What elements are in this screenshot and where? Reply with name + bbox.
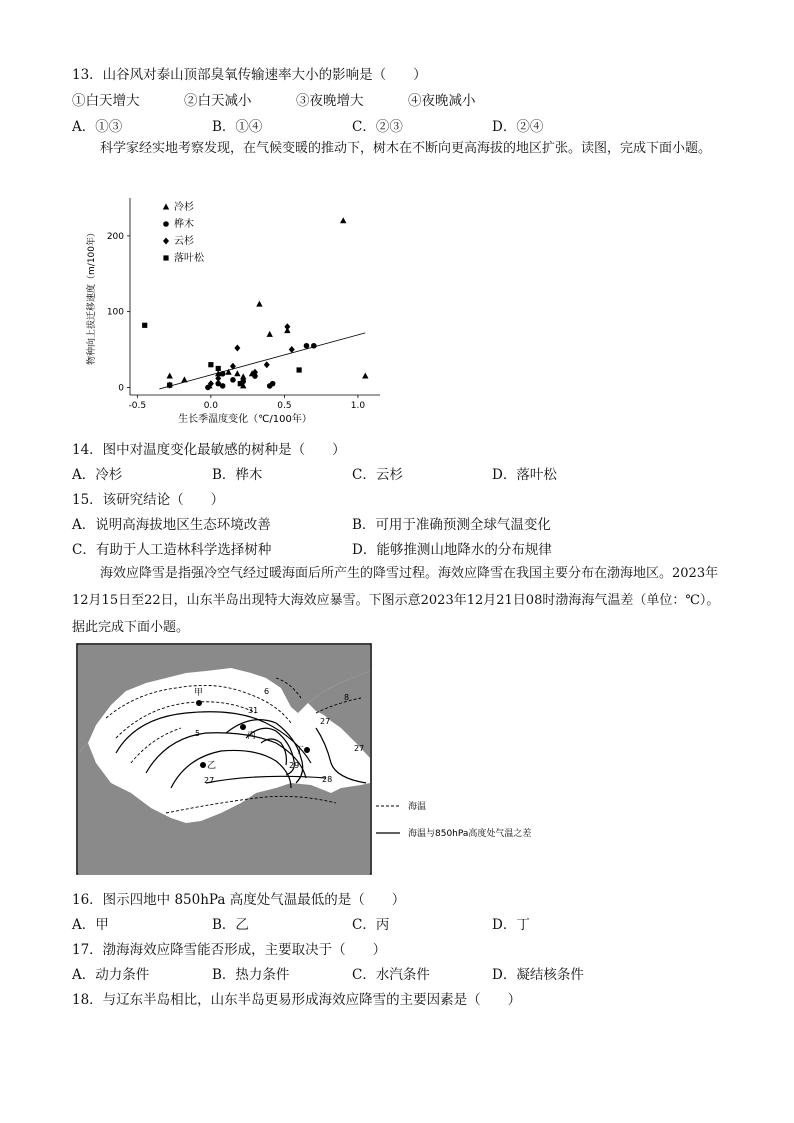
contour-label: 27 xyxy=(354,744,365,753)
q17-option-d: D．凝结核条件 xyxy=(492,967,584,983)
y-tick-label: 100 xyxy=(106,307,124,318)
q16-option-b: B．乙 xyxy=(212,917,249,933)
point-square xyxy=(208,362,213,367)
question-15-stem: 15．该研究结论（ ） xyxy=(72,492,225,508)
q13-option-d: D．②④ xyxy=(492,119,544,135)
legend-marker-triangle xyxy=(163,204,169,210)
contour-label: 6 xyxy=(264,687,270,696)
point-diamond xyxy=(264,361,270,368)
y-tick-label: 0 xyxy=(118,383,124,394)
place-jia-dot xyxy=(196,700,202,706)
chart-legend xyxy=(163,200,205,264)
x-tick-label: 1.0 xyxy=(350,401,366,411)
q17-option-b: B．热力条件 xyxy=(212,967,290,983)
point-circle xyxy=(220,383,226,389)
chart-axes xyxy=(85,198,380,425)
point-square xyxy=(142,323,147,328)
legend-diff: 海温与850hPa高度处气温之差 xyxy=(408,829,532,839)
x-tick-label: -0.5 xyxy=(128,401,147,411)
q14-option-d: D．落叶松 xyxy=(492,467,557,483)
question-14-stem: 14．图中对温度变化最敏感的树种是（ ） xyxy=(72,442,346,458)
x-tick-label: 0.5 xyxy=(277,401,292,411)
point-square xyxy=(238,381,243,386)
contour-label: 27 xyxy=(204,776,215,785)
x-tick-label: 0.0 xyxy=(203,401,219,411)
place-bing-dot xyxy=(240,724,246,730)
q17-option-c: C．水汽条件 xyxy=(352,967,430,983)
point-circle xyxy=(311,343,317,349)
point-square xyxy=(216,366,221,371)
contour-label: 5 xyxy=(195,729,201,738)
scatter-chart xyxy=(80,190,400,430)
legend-label: 落叶松 xyxy=(174,253,204,264)
q16-option-c: C．丙 xyxy=(352,917,390,933)
question-13-stem: 13．山谷风对泰山顶部臭氧传输速率大小的影响是（ ） xyxy=(72,67,427,83)
y-tick-label: 200 xyxy=(106,231,124,242)
point-triangle xyxy=(181,376,187,382)
legend-label: 冷杉 xyxy=(174,202,194,213)
q17-option-a: A．动力条件 xyxy=(72,967,150,983)
contour-label: 8 xyxy=(344,693,350,702)
legend-label: 云杉 xyxy=(174,236,194,247)
contour-label: 31 xyxy=(248,706,259,715)
point-circle xyxy=(270,381,276,387)
point-triangle xyxy=(240,373,246,379)
q15-option-a: A．说明高海拔地区生态环境改善 xyxy=(72,517,271,533)
intro-paragraph-1: 科学家经实地考察发现，在气候变暖的推动下，树木在不断向更高海拔的地区扩张。读图，完成下面小题。 xyxy=(100,141,712,156)
point-square xyxy=(167,383,172,388)
legend-marker-square xyxy=(163,255,168,260)
q13-item-1: ①白天增大 xyxy=(72,93,140,109)
q13-item-4: ④夜晚减小 xyxy=(408,93,476,109)
point-triangle xyxy=(362,373,368,379)
point-circle xyxy=(220,371,226,377)
q15-option-b: B．可用于准确预测全球气温变化 xyxy=(352,517,551,533)
q14-option-b: B．桦木 xyxy=(212,467,263,483)
contour-label: 29 xyxy=(289,761,300,770)
q16-option-d: D．丁 xyxy=(492,917,530,933)
q13-item-3: ③夜晚增大 xyxy=(296,93,364,109)
q13-option-c: C．②③ xyxy=(352,119,403,135)
q14-option-a: A．冷杉 xyxy=(72,467,123,483)
contour-label: 27 xyxy=(320,717,331,726)
y-axis-label: 物种向上拔迁移速度（m/100年） xyxy=(87,228,97,365)
point-triangle xyxy=(340,217,346,223)
q13-option-b: B．①④ xyxy=(212,119,263,135)
question-16-stem: 16．图示四地中 850hPa 高度处气温最低的是（ ） xyxy=(72,892,406,908)
place-yi-label: 乙 xyxy=(207,761,217,771)
q14-option-c: C．云杉 xyxy=(352,467,403,483)
point-circle xyxy=(230,377,236,383)
contour-label: 28 xyxy=(322,775,333,784)
x-axis-label: 生长季温度变化（℃/100年） xyxy=(178,414,312,425)
q15-option-c: C．有助于人工造林科学选择树种 xyxy=(72,542,272,558)
question-18-stem: 18．与辽东半岛相比，山东半岛更易形成海效应降雪的主要因素是（ ） xyxy=(72,992,522,1008)
q15-option-d: D．能够推测山地降水的分布规律 xyxy=(352,542,552,558)
intro-paragraph-2: 海效应降雪是指强冷空气经过暖海面后所产生的降雪过程。海效应降雪在我国主要分布在渤海地区。2023年12月15日至22日，山东半岛出现特大海效应暴雪。下图示意2023年12月21日08时渤海海气温差（单位：℃）。据此完成下面小题。 xyxy=(72,566,720,635)
point-square xyxy=(297,367,302,372)
place-yi-dot xyxy=(200,762,206,768)
place-ding-dot xyxy=(304,747,310,753)
point-triangle xyxy=(234,370,240,376)
place-ding-label: 丁 xyxy=(295,746,305,756)
bohai-temperature-map xyxy=(76,643,546,878)
q16-option-a: A．甲 xyxy=(72,917,109,933)
legend-marker-diamond xyxy=(163,238,169,245)
point-diamond xyxy=(284,323,290,330)
question-17-stem: 17．渤海海效应降雪能否形成，主要取决于（ ） xyxy=(72,942,387,958)
place-jia-label: 甲 xyxy=(194,688,204,698)
trend-line xyxy=(159,333,365,389)
place-bing-label: 丙 xyxy=(247,731,257,741)
legend-sea-temp: 海温 xyxy=(408,802,427,812)
q13-item-2: ②白天减小 xyxy=(184,93,252,109)
point-diamond xyxy=(234,345,240,352)
point-triangle xyxy=(167,373,173,379)
point-circle xyxy=(304,343,310,349)
point-triangle xyxy=(267,331,273,337)
legend-label: 桦木 xyxy=(174,219,194,230)
legend-marker-circle xyxy=(163,221,169,227)
q13-option-a: A．①③ xyxy=(72,119,123,135)
point-triangle xyxy=(256,301,262,307)
